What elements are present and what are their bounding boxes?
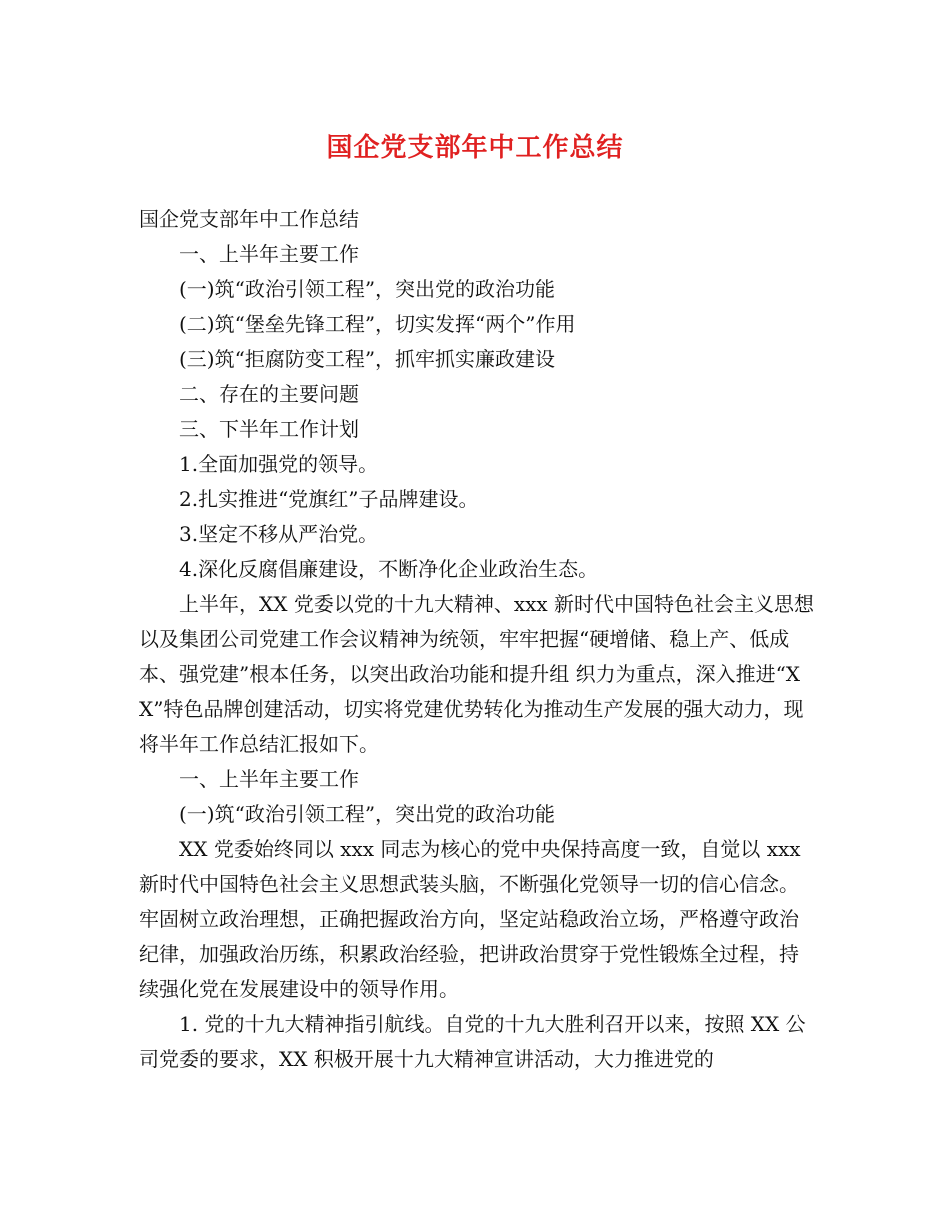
document-body bbox=[139, 202, 815, 1077]
paragraph: 三、下半年工作计划 bbox=[179, 417, 359, 441]
paragraph: 1.全面加强党的领导。 bbox=[179, 452, 379, 476]
paragraph: (一)筑“政治引领工程”，突出党的政治功能 bbox=[179, 802, 556, 826]
paragraph: 二、存在的主要问题 bbox=[179, 382, 359, 406]
paragraph: 国企党支部年中工作总结 bbox=[139, 207, 359, 231]
paragraph: 上半年，XX 党委以党的十九大精神、xxx 新时代中国特色社会主义思想以及集团公司党建工作会议精神为统领，牢牢把握“硬增储、稳上产、低成本、强党建”根本任务，以突出政治功能和提升组 织力为重点，深入推进“XX”特色品牌创建活动，切实将党建优势转化为推动生产发展的强大动力，现将半年工作总结汇报如下。 bbox=[139, 592, 815, 756]
paragraph: 3.坚定不移从严治党。 bbox=[179, 522, 379, 546]
paragraph: 1. 党的十九大精神指引航线。自党的十九大胜利召开以来，按照 XX 公司党委的要求，XX 积极开展十九大精神宣讲活动，大力推进党的 bbox=[139, 1012, 806, 1071]
paragraph: 2.扎实推进“党旗红”子品牌建设。 bbox=[179, 487, 479, 511]
document-title: 国企党支部年中工作总结 bbox=[326, 133, 624, 163]
paragraph: 4.深化反腐倡廉建设，不断净化企业政治生态。 bbox=[179, 557, 599, 581]
paragraph: XX 党委始终同以 xxx 同志为核心的党中央保持高度一致，自觉以 xxx 新时代中国特色社会主义思想武装头脑，不断强化党领导一切的信心信念。牢固树立政治理想，正确把握政治方向，坚定站稳政治立场，严格遵守政治纪律，加强政治历练，积累政治经验，把讲政治贯穿于党性锻炼全过程，持续强化党在发展建设中的领导作用。 bbox=[139, 837, 801, 1001]
paragraph: (三)筑“拒腐防变工程”，抓牢抓实廉政建设 bbox=[179, 347, 556, 371]
paragraph: 一、上半年主要工作 bbox=[179, 767, 359, 791]
paragraph: (一)筑“政治引领工程”，突出党的政治功能 bbox=[179, 277, 556, 301]
paragraph: 一、上半年主要工作 bbox=[179, 242, 359, 266]
paragraph: (二)筑“堡垒先锋工程”，切实发挥“两个”作用 bbox=[179, 312, 576, 336]
